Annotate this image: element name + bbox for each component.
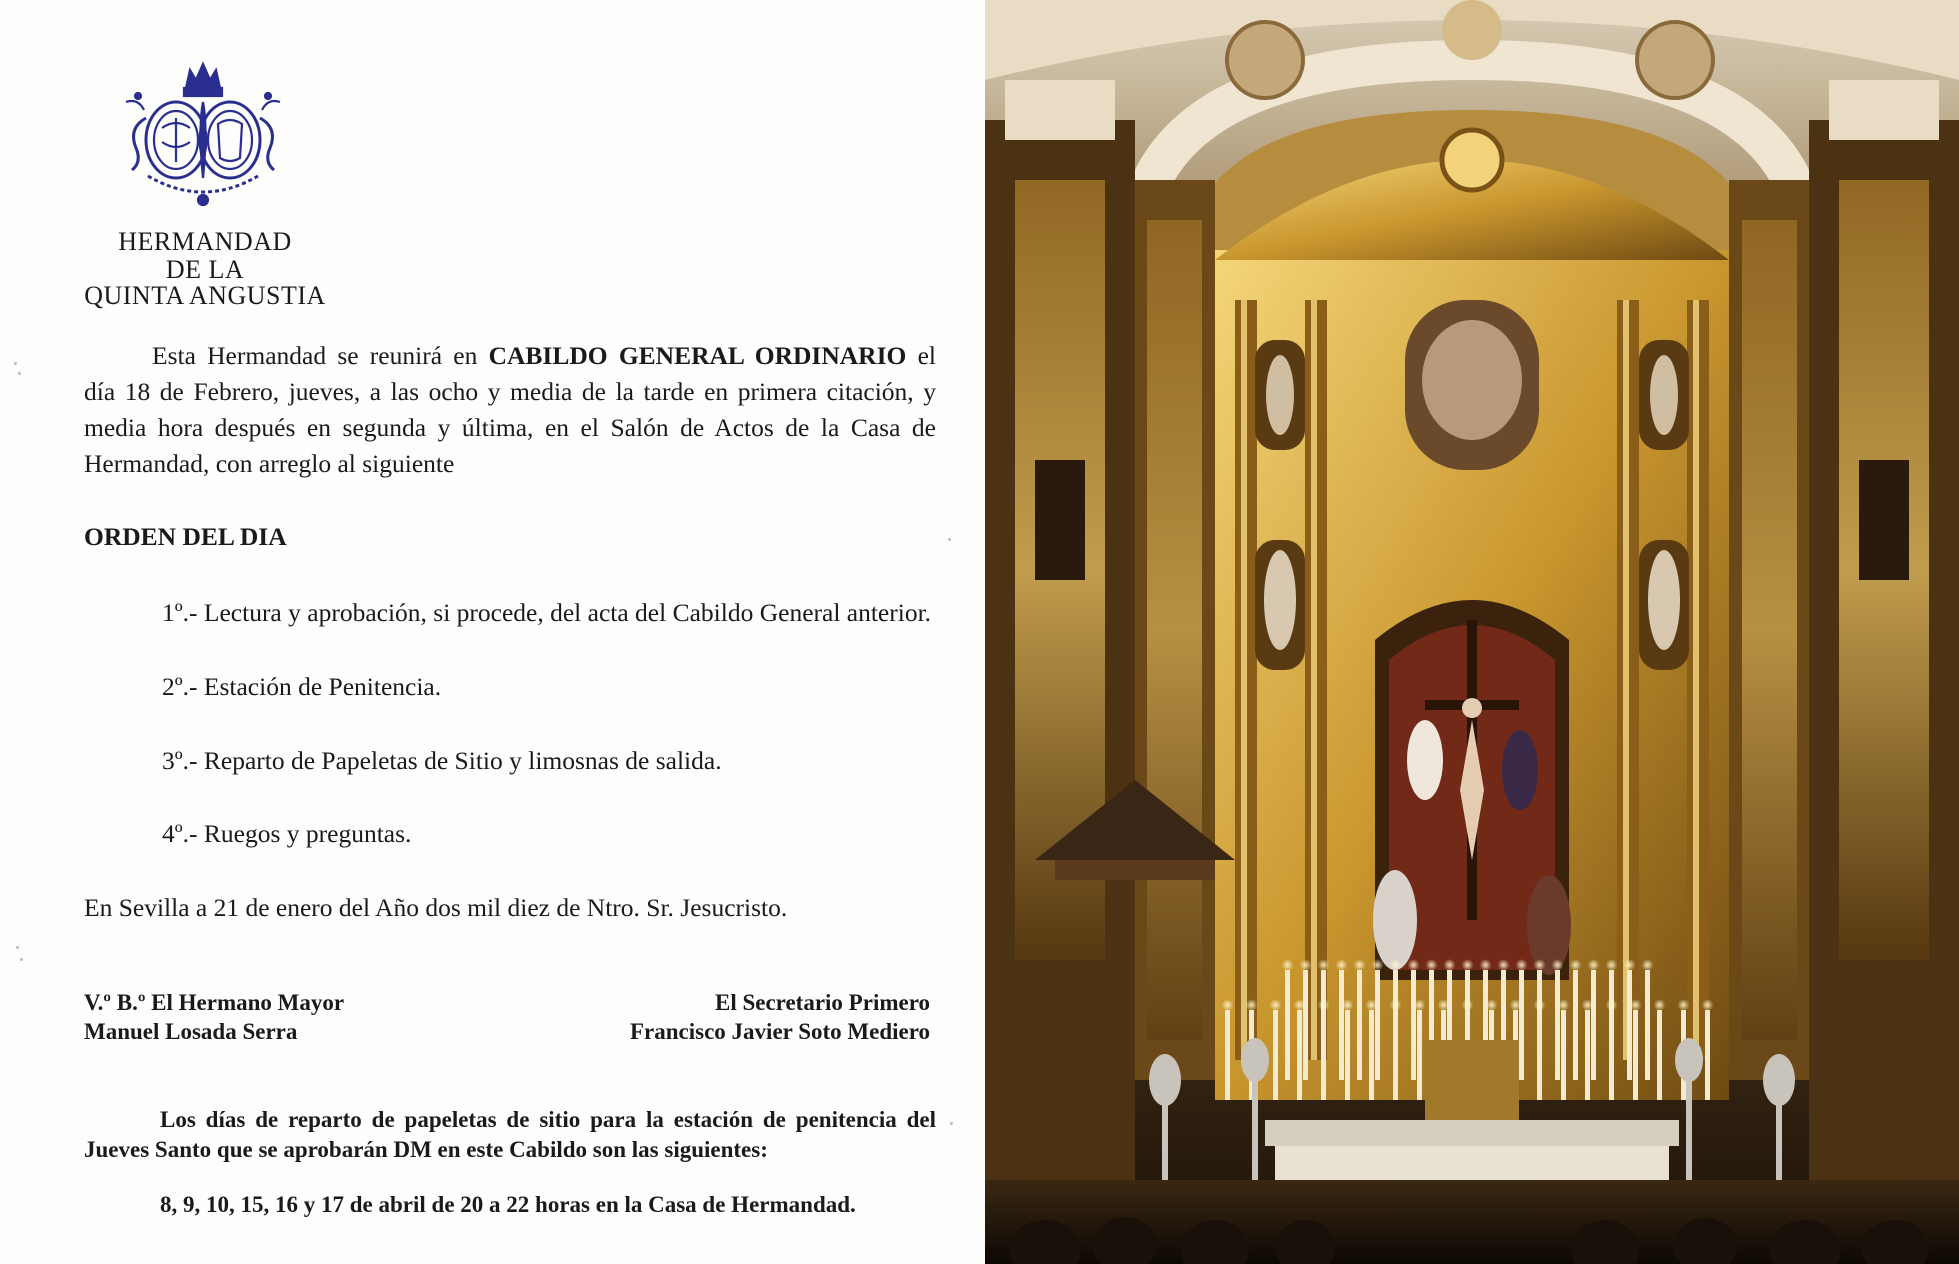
brotherhood-name-line-1: HERMANDAD	[118, 227, 292, 256]
golden-altarpiece-image	[985, 0, 1959, 1264]
convocation-paragraph	[84, 338, 936, 482]
candle	[1417, 1010, 1422, 1100]
candle-flame	[1462, 999, 1474, 1011]
candle-flame	[1444, 959, 1456, 971]
scan-speck	[948, 538, 951, 541]
candle-flame	[1300, 959, 1312, 971]
candle-flame	[1516, 959, 1528, 971]
brotherhood-name-line-2: DE LA	[165, 255, 245, 284]
agenda-item: 4º.- Ruegos y preguntas.	[162, 819, 412, 848]
agenda-item: 3º.- Reparto de Papeletas de Sitio y limosnas de salida.	[162, 746, 722, 775]
candle-flame	[1354, 959, 1366, 971]
candle-flame	[1282, 959, 1294, 971]
candle	[1357, 970, 1362, 1080]
candle-flame	[1294, 999, 1306, 1011]
candle-flame	[1624, 959, 1636, 971]
candle-flame	[1342, 999, 1354, 1011]
candle	[1573, 970, 1578, 1080]
agenda-item: 2º.- Estación de Penitencia.	[162, 672, 442, 701]
secretario-name: Francisco Javier Soto Mediero	[630, 1019, 930, 1044]
candle-flame	[1426, 959, 1438, 971]
candle-flame	[1558, 999, 1570, 1011]
candle-flame	[1588, 959, 1600, 971]
scan-speck	[20, 958, 23, 961]
candle-flame	[1372, 959, 1384, 971]
candle	[1633, 1010, 1638, 1100]
candle-flame	[1606, 959, 1618, 971]
candle-flame	[1642, 959, 1654, 971]
candle-flame	[1534, 999, 1546, 1011]
candle	[1705, 1010, 1710, 1100]
candle-flame	[1462, 959, 1474, 971]
candle-flame	[1408, 959, 1420, 971]
candle-flame	[1534, 959, 1546, 971]
candle-flame	[1702, 999, 1714, 1011]
candle-flame	[1270, 999, 1282, 1011]
candle	[1339, 970, 1344, 1080]
candle	[1285, 970, 1290, 1080]
candle	[1609, 1010, 1614, 1100]
papeletas-dates: 8, 9, 10, 15, 16 y 17 de abril de 20 a 22 horas en la Casa de Hermandad.	[160, 1192, 856, 1217]
candle	[1591, 970, 1596, 1080]
candle-flame	[1414, 999, 1426, 1011]
candle-flame	[1222, 999, 1234, 1011]
scan-speck	[16, 946, 19, 949]
candle	[1393, 1010, 1398, 1100]
papeletas-note-line-2: Jueves Santo que se aprobarán DM en este Cabildo son las siguientes:	[84, 1137, 768, 1162]
candle-flame	[1438, 999, 1450, 1011]
candle-flame	[1390, 959, 1402, 971]
candle-flame	[1606, 999, 1618, 1011]
candle-flame	[1582, 999, 1594, 1011]
candle	[1369, 1010, 1374, 1100]
candle-flame	[1336, 959, 1348, 971]
agenda-item: 1º.- Lectura y aprobación, si procede, del acta del Cabildo General anterior.	[162, 598, 932, 627]
candle	[1303, 970, 1308, 1080]
hermano-mayor-title: V.º B.º El Hermano Mayor	[84, 990, 345, 1015]
candle-flame	[1246, 999, 1258, 1011]
candle-flame	[1630, 999, 1642, 1011]
scan-speck	[950, 1122, 953, 1125]
candle	[1627, 970, 1632, 1080]
scan-speck	[18, 372, 21, 375]
place-and-date: En Sevilla a 21 de enero del Año dos mil diez de Ntro. Sr. Jesucristo.	[84, 893, 788, 922]
candle-flame	[1570, 959, 1582, 971]
brotherhood-crest-logo	[118, 58, 288, 208]
candle	[1561, 1010, 1566, 1100]
candle-flame	[1498, 959, 1510, 971]
candle	[1297, 1010, 1302, 1100]
convocation-line-3: media hora después en segunda y última, en el Salón de Actos de la Casa de	[84, 413, 936, 442]
candle	[1519, 970, 1524, 1080]
candle	[1537, 1010, 1542, 1100]
scan-speck	[14, 362, 17, 365]
papeletas-note	[84, 1105, 936, 1165]
altar-photo	[985, 0, 1959, 1264]
convocation-line-2: día 18 de Febrero, jueves, a las ocho y media de la tarde en primera citación, y	[84, 377, 936, 406]
papeletas-note-line-1: Los días de reparto de papeletas de sitio para la estación de penitencia del	[160, 1107, 936, 1132]
candle-flame	[1486, 999, 1498, 1011]
convocation-line-4: Hermandad, con arreglo al siguiente	[84, 449, 455, 478]
candle-flame	[1318, 999, 1330, 1011]
candle-flame	[1654, 999, 1666, 1011]
candle	[1225, 1010, 1230, 1100]
candle	[1321, 1010, 1326, 1100]
candle	[1645, 970, 1650, 1080]
hermano-mayor-name: Manuel Losada Serra	[84, 1019, 298, 1044]
candle-flame	[1366, 999, 1378, 1011]
candle	[1345, 1010, 1350, 1100]
candle	[1375, 970, 1380, 1080]
candle-flame	[1480, 959, 1492, 971]
candle	[1585, 1010, 1590, 1100]
candle-flame	[1552, 959, 1564, 971]
candle	[1555, 970, 1560, 1080]
candle-flame	[1678, 999, 1690, 1011]
candle-flame	[1390, 999, 1402, 1011]
candle	[1411, 970, 1416, 1080]
brotherhood-name-line-3: QUINTA ANGUSTIA	[84, 281, 326, 310]
candle	[1273, 1010, 1278, 1100]
agenda-heading: ORDEN DEL DIA	[84, 522, 287, 551]
candle	[1657, 1010, 1662, 1100]
candle-flame	[1318, 959, 1330, 971]
candle-flame	[1510, 999, 1522, 1011]
convocation-line-1: Esta Hermandad se reunirá en CABILDO GENERAL ORDINARIO el	[152, 341, 937, 370]
cabildo-title: CABILDO GENERAL ORDINARIO	[488, 341, 907, 370]
secretario-title: El Secretario Primero	[714, 990, 930, 1015]
